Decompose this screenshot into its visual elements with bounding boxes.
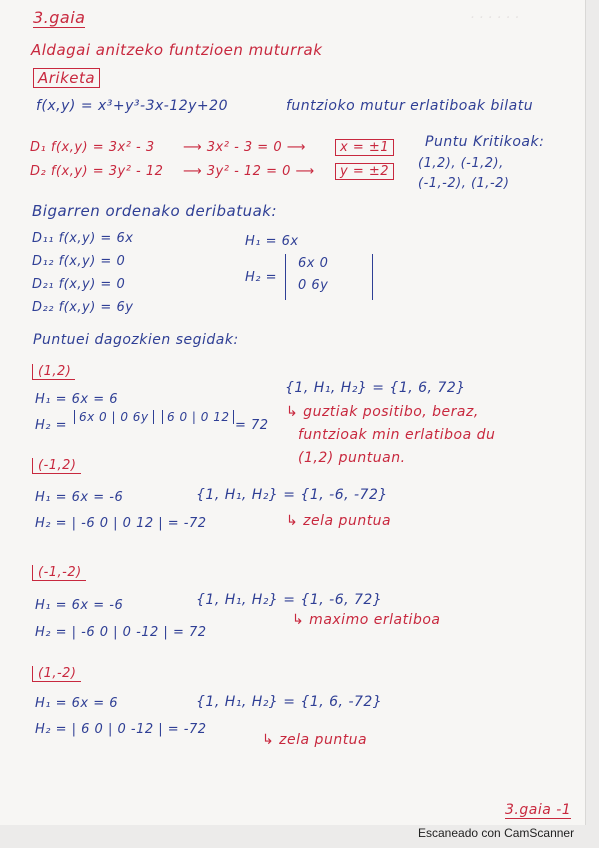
point3-h1: H₁ = 6x = -6 <box>35 598 124 613</box>
derivative-d21: D₂₁ f(x,y) = 0 <box>32 277 126 292</box>
derivative-d2-result: y = ±2 <box>335 163 394 180</box>
point1-h2-label: H₂ = <box>35 418 68 433</box>
exercise-instruction: funtzioko mutur erlatiboak bilatu <box>286 98 534 114</box>
point1-h2-matrix-a: 6x 0 | 0 6y <box>74 410 154 424</box>
critical-points-title: Puntu Kritikoak: <box>425 134 545 150</box>
point1-h2-value: = 72 <box>235 418 269 433</box>
point3-comment: ↳ maximo erlatiboa <box>292 612 441 628</box>
derivative-d11: D₁₁ f(x,y) = 6x <box>32 231 134 246</box>
page-tag: 3.gaia -1 <box>505 802 572 818</box>
point3-sequence: {1, H₁, H₂} = {1, -6, 72} <box>196 592 383 608</box>
hessian-h2-label: H₂ = <box>245 270 278 285</box>
point2-sequence: {1, H₁, H₂} = {1, -6, -72} <box>196 487 388 503</box>
hessian-h2-row1: 6x 0 <box>298 256 329 271</box>
point1-h2-matrix-b: 6 0 | 0 12 <box>162 410 234 424</box>
page-title: 3.gaia <box>33 8 86 27</box>
exercise-label: Ariketa <box>33 68 100 88</box>
hessian-h2-row2: 0 6y <box>298 278 329 293</box>
point3-label: (-1,-2) <box>32 565 86 581</box>
derivative-d22: D₂₂ f(x,y) = 6y <box>32 300 134 315</box>
point2-h2: H₂ = | -6 0 | 0 12 | = -72 <box>35 516 207 531</box>
point1-comment-1: ↳ guztiak positibo, beraz, <box>286 404 479 420</box>
point4-h1: H₁ = 6x = 6 <box>35 696 119 711</box>
exercise-function: f(x,y) = x³+y³-3x-12y+20 <box>36 98 228 114</box>
derivative-d1-equation: ⟶ 3x² - 3 = 0 ⟶ <box>183 140 306 155</box>
derivative-d12: D₁₂ f(x,y) = 0 <box>32 254 126 269</box>
second-order-title: Bigarren ordenako deribatuak: <box>32 202 278 220</box>
point1-comment-2: funtzioak min erlatiboa du <box>298 427 496 443</box>
point1-h1: H₁ = 6x = 6 <box>35 392 119 407</box>
point4-comment: ↳ zela puntua <box>262 732 368 748</box>
point1-label: (1,2) <box>32 364 75 380</box>
point4-label: (1,-2) <box>32 666 81 682</box>
bleed-through-text: · · · · · · <box>470 10 519 26</box>
critical-points-line2: (-1,-2), (1,-2) <box>418 176 510 191</box>
point2-comment: ↳ zela puntua <box>286 513 392 529</box>
scanner-watermark: Escaneado con CamScanner <box>418 826 575 840</box>
derivative-d2-equation: ⟶ 3y² - 12 = 0 ⟶ <box>183 164 315 179</box>
point2-h1: H₁ = 6x = -6 <box>35 490 124 505</box>
derivative-d2: D₂ f(x,y) = 3y² - 12 <box>30 164 164 179</box>
point3-h2: H₂ = | -6 0 | 0 -12 | = 72 <box>35 625 207 640</box>
hessian-h2-matrix <box>285 254 373 300</box>
point4-h2: H₂ = | 6 0 | 0 -12 | = -72 <box>35 722 207 737</box>
hessian-h1: H₁ = 6x <box>245 234 299 249</box>
point1-comment-3: (1,2) puntuan. <box>298 450 406 466</box>
point2-label: (-1,2) <box>32 458 81 474</box>
point4-sequence: {1, H₁, H₂} = {1, 6, -72} <box>196 694 383 710</box>
points-title: Puntuei dagozkien segidak: <box>33 332 239 348</box>
point1-sequence: {1, H₁, H₂} = {1, 6, 72} <box>285 380 466 396</box>
derivative-d1-result: x = ±1 <box>335 139 394 156</box>
critical-points-line1: (1,2), (-1,2), <box>418 156 504 171</box>
derivative-d1: D₁ f(x,y) = 3x² - 3 <box>30 140 155 155</box>
page-subtitle: Aldagai anitzeko funtzioen muturrak <box>31 41 323 59</box>
